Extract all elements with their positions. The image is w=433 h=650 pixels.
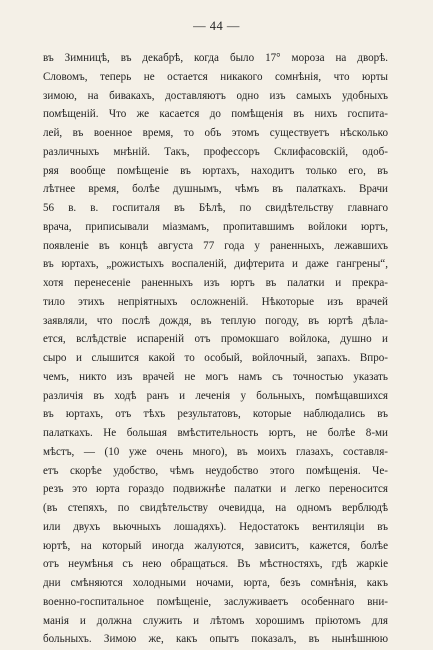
text-line: различія въ ходѣ ранъ и леченія у больныхъ, помѣщавшихся	[43, 389, 388, 402]
text-line: въ юртахъ, „рожистыхъ воспаленій, дифтерита и даже гангрены“,	[43, 258, 388, 271]
text-line: въ юртахъ, отъ тѣхъ результатовъ, которые наблюдались въ	[43, 408, 388, 421]
text-line: Словомъ, теперь не остается никакого сомнѣнія, что юрты	[43, 70, 388, 83]
text-line: отъ неумѣнья съ нею обращаться. Въ мѣстностяхъ, гдѣ жаркіе	[43, 558, 388, 571]
text-line: палаткахъ. Не большая вмѣстительность юртъ, не болѣе 8-ми	[43, 427, 388, 439]
text-line: манія и должна служить и лѣтомъ хорошимъ пріютомъ для	[43, 614, 388, 627]
text-line: зимою, на бивакахъ, доставляютъ одно изъ самыхъ удобныхъ	[43, 89, 388, 102]
body-text	[43, 49, 388, 649]
text-line: появленіе въ концѣ августа 77 года у раненныхъ, лежавшихъ	[43, 239, 388, 252]
text-line: (въ степяхъ, по свидѣтельству очевидца, на одномъ верблюдѣ	[43, 502, 388, 514]
text-line: или двухъ вьючныхъ лошадяхъ). Недостатокъ вентиляціи въ	[43, 520, 388, 533]
text-line: врача, приписывали міазмамъ, пропитавшимъ войлоки юртъ,	[43, 220, 388, 233]
text-line: мѣстъ, — (10 уже очень много), въ моихъ глазахъ, составля-	[43, 445, 388, 458]
text-line: резъ это юрта гораздо подвижнѣе палатки и легко переносится	[43, 483, 388, 496]
text-line: ется, вслѣдствіе испареній отъ промокшаго войлока, душно и	[43, 333, 388, 346]
text-line: хотя перенесеніе раненныхъ изъ юртъ въ палатки и прекра-	[43, 277, 388, 289]
text-line: заявляли, что послѣ дождя, въ теплую погоду, въ юртѣ дѣла-	[43, 314, 388, 327]
text-line: лей, въ военное время, то объ этомъ существуетъ нѣсколько	[43, 127, 388, 139]
text-line: етъ скорѣе удобство, чѣмъ неудобство этого помѣщенія. Че-	[43, 464, 388, 477]
text-line: дни смѣняются холодными ночами, юрта, безъ сомнѣнія, какъ	[43, 577, 388, 589]
text-line: сыро и слышится какой то особый, войлочный, запахъ. Впро-	[43, 352, 388, 364]
text-line: различныхъ мнѣній. Такъ, профессоръ Склифасовскій, одоб-	[43, 145, 388, 158]
text-line: 56 в. в. госпиталя въ Бѣлѣ, по свидѣтельству главнаго	[43, 202, 388, 214]
page-number: — 44 —	[193, 19, 240, 33]
text-line: тило этихъ непріятныхъ осложненій. Нѣкоторые изъ врачей	[43, 295, 388, 308]
text-line: въ Зимницѣ, въ декабрѣ, когда было 17° мороза на дворѣ.	[43, 52, 388, 64]
text-line: военно-госпитальное помѣщеніе, заслуживаетъ особеннаго вни-	[43, 595, 388, 608]
text-line: лѣтнее время, болѣе душнымъ, чѣмъ въ палаткахъ. Врачи	[43, 183, 388, 196]
text-line: чемъ, никто изъ врачей не могъ намъ съ точностью указать	[43, 370, 388, 383]
text-line: ряя вообще помѣщеніе въ юртахъ, находитъ только его, въ	[43, 164, 388, 177]
text-line: помѣщеній. Что же касается до помѣщенія въ нихъ госпита-	[43, 108, 388, 121]
text-line: юртѣ, на который иногда жалуются, зависитъ, кажется, болѣе	[43, 539, 388, 552]
text-line: больныхъ. Зимою же, какъ опытъ показалъ, въ нынѣшнюю	[43, 633, 388, 646]
